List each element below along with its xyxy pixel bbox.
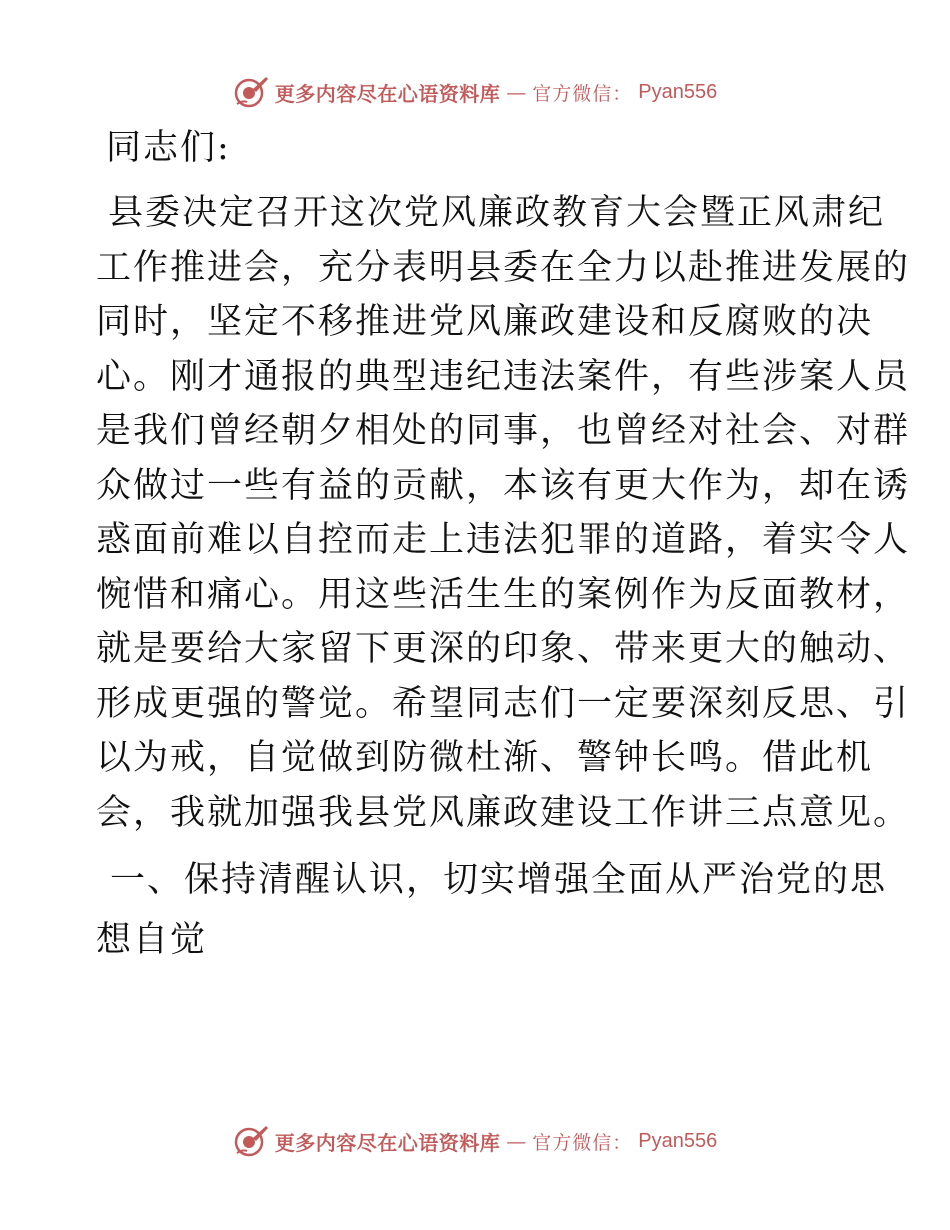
watermark-site-text: 更多内容尽在心语资料库 [274,1130,501,1155]
heading-line: 一、保持清醒认识，切实增强全面从严治党的思 [110,860,888,900]
watermark-header [0,72,950,112]
paragraph-line: 会，我就加强我县党风廉政建设工作讲三点意见。 [96,792,911,833]
watermark-footer [0,1121,950,1161]
paragraph-line: 惋惜和痛心。用这些活生生的案例作为反面教材， [96,574,911,615]
paragraph-line: 心。刚才通报的典型违纪违法案件，有些涉案人员 [96,356,911,397]
pen-circle-logo-icon [233,1123,269,1159]
watermark-weixin-label: 官方微信： [532,1131,633,1154]
salutation: 同志们: [106,128,231,168]
paragraph-line: 惑面前难以自控而走上违法犯罪的道路，着实令人 [96,520,911,560]
watermark-weixin-id: Pyan556 [638,80,718,103]
document-body [96,120,911,970]
watermark-weixin-id: Pyan556 [638,1129,718,1152]
heading-line: 想自觉 [96,920,208,960]
watermark-dash: — [506,80,527,104]
watermark-dash: — [506,1129,527,1153]
paragraph-line: 形成更强的警觉。希望同志们一定要深刻反思、引 [96,683,911,724]
opening-paragraph [96,186,911,840]
paragraph-line: 以为戒，自觉做到防微杜渐、警钟长鸣。借此机 [96,738,874,778]
paragraph-line: 工作推进会，充分表明县委在全力以赴推进发展的 [96,247,911,288]
paragraph-line: 同时，坚定不移推进党风廉政建设和反腐败的决 [96,302,874,342]
pen-circle-logo-icon [233,74,269,110]
paragraph-line: 是我们曾经朝夕相处的同事，也曾经对社会、对群 [96,411,911,451]
watermark-site-text: 更多内容尽在心语资料库 [274,81,501,106]
section-heading-1 [96,850,888,970]
paragraph-line: 就是要给大家留下更深的印象、带来更大的触动、 [96,629,911,669]
paragraph-line: 众做过一些有益的贡献，本该有更大作为，却在诱 [96,465,911,506]
paragraph-line: 县委决定召开这次党风廉政教育大会暨正风肃纪 [108,193,886,233]
watermark-weixin-label: 官方微信： [532,82,633,105]
